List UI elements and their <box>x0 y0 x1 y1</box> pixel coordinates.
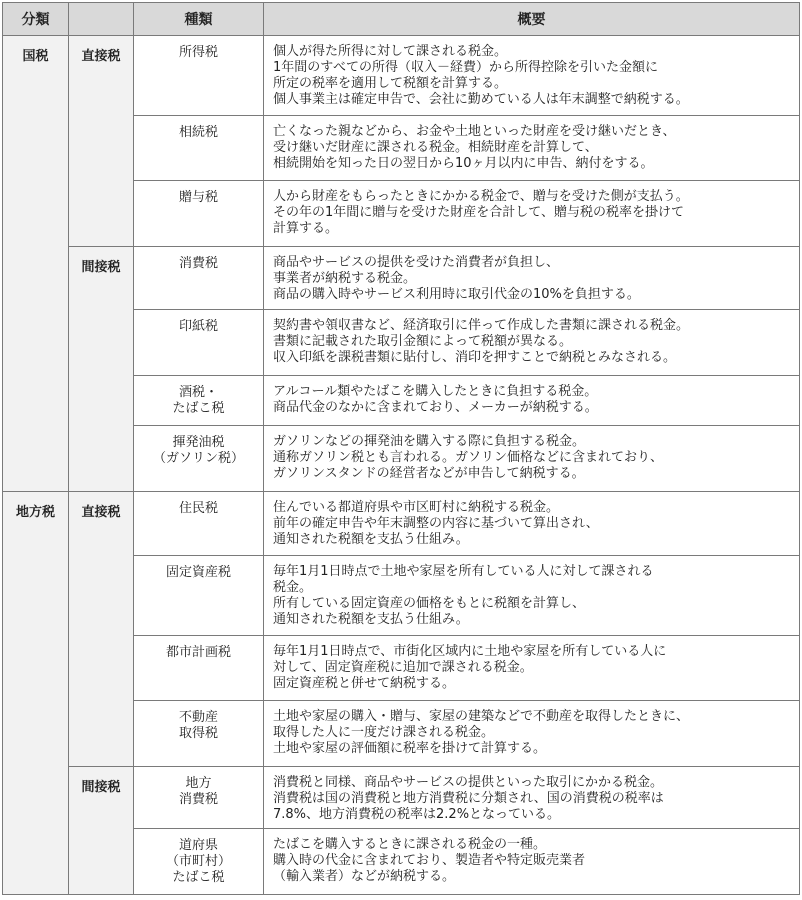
tax-type-cell: 贈与税 <box>134 181 264 247</box>
header-row <box>3 3 800 36</box>
summary-line: 相続開始を知った日の翌日から10ヶ月以内に申告、納付をする。 <box>273 156 654 171</box>
summary-line: 書類に記載された取引金額によって税額が異なる。 <box>273 334 573 349</box>
tax-type-cell: 不動産 取得税 <box>134 701 264 767</box>
summary-line: 商品の購入時やサービス利用時に取引代金の10%を負担する。 <box>273 287 640 302</box>
summary-line: 土地や家屋の評価額に税率を掛けて計算する。 <box>273 741 547 756</box>
category-cell: 地方税 <box>3 492 69 895</box>
header-summary: 概要 <box>264 3 800 36</box>
summary-line: たばこを購入するときに課される税金の一種。 <box>273 837 547 852</box>
summary-line: 毎年1月1日時点で土地や家屋を所有している人に対して課される <box>273 564 654 579</box>
summary-line: 通知された税額を支払う仕組み。 <box>273 612 469 627</box>
summary-line: 通称ガソリン税とも言われる。ガソリン価格などに含まれており、 <box>273 450 664 465</box>
tax-type-cell: 揮発油税 （ガソリン税） <box>134 426 264 492</box>
summary-line: 商品やサービスの提供を受けた消費者が負担し、 <box>273 255 560 270</box>
summary-cell <box>264 247 800 310</box>
summary-line: 税金。 <box>273 580 313 595</box>
summary-line: 収入印紙を課税書類に貼付し、消印を押すことで納税とみなされる。 <box>273 350 677 365</box>
table-row <box>3 247 800 310</box>
summary-line: 前年の確定申告や年末調整の内容に基づいて算出され、 <box>273 516 599 531</box>
summary-line: 7.8%、地方消費税の税率は2.2%となっている。 <box>273 807 561 822</box>
summary-line: 計算する。 <box>273 221 339 236</box>
summary-cell <box>264 829 800 895</box>
summary-line: ガソリンなどの揮発油を購入する際に負担する税金。 <box>273 434 586 449</box>
summary-line: 所有している固定資産の価格をもとに税額を計算し、 <box>273 596 586 611</box>
summary-cell <box>264 636 800 701</box>
tax-type-cell: 道府県 （市町村） たばこ税 <box>134 829 264 895</box>
summary-cell <box>264 767 800 829</box>
summary-line: 土地や家屋の購入・贈与、家屋の建築などで不動産を取得したときに、 <box>273 709 690 724</box>
tax-type-cell: 都市計画税 <box>134 636 264 701</box>
summary-line: 消費税と同様、商品やサービスの提供といった取引にかかる税金。 <box>273 775 664 790</box>
summary-line: ガソリンスタンドの経営者などが申告して納税する。 <box>273 466 585 481</box>
header-category: 分類 <box>3 3 69 36</box>
tax-table <box>2 2 800 895</box>
summary-line: 通知された税額を支払う仕組み。 <box>273 532 469 547</box>
summary-line: その年の1年間に贈与を受けた財産を合計して、贈与税の税率を掛けて <box>273 205 685 220</box>
summary-line: 住んでいる都道府県や市区町村に納税する税金。 <box>273 500 560 515</box>
summary-cell <box>264 701 800 767</box>
tax-type-cell: 相続税 <box>134 116 264 181</box>
tax-type-cell: 地方 消費税 <box>134 767 264 829</box>
summary-line: 取得した人に一度だけ課される税金。 <box>273 725 495 740</box>
summary-line: 固定資産税と併せて納税する。 <box>273 676 456 691</box>
summary-cell <box>264 426 800 492</box>
table-row <box>3 767 800 829</box>
summary-line: 対して、固定資産税に追加で課される税金。 <box>273 660 533 675</box>
subcategory-cell: 間接税 <box>69 767 134 895</box>
summary-cell <box>264 492 800 556</box>
header-category-spacer <box>69 3 134 36</box>
tax-type-cell: 印紙税 <box>134 310 264 376</box>
category-cell: 国税 <box>3 36 69 492</box>
summary-cell <box>264 36 800 116</box>
summary-line: アルコール類やたばこを購入したときに負担する税金。 <box>273 384 598 399</box>
summary-line: 亡くなった親などから、お金や土地といった財産を受け継いだとき、 <box>273 124 676 139</box>
subcategory-cell: 間接税 <box>69 247 134 492</box>
summary-cell <box>264 556 800 636</box>
summary-line: 人から財産をもらったときにかかる税金で、贈与を受けた側が支払う。 <box>273 189 689 204</box>
header-type: 種類 <box>134 3 264 36</box>
table-row <box>3 492 800 556</box>
summary-line: 購入時の代金に含まれており、製造者や特定販売業者 <box>273 853 586 868</box>
summary-line: 商品代金のなかに含まれており、メーカーが納税する。 <box>273 400 598 415</box>
summary-cell <box>264 116 800 181</box>
summary-cell <box>264 376 800 426</box>
tax-type-cell: 消費税 <box>134 247 264 310</box>
summary-line: 受け継いだ財産に課される税金。相続財産を計算して、 <box>273 140 598 155</box>
tax-type-cell: 酒税・ たばこ税 <box>134 376 264 426</box>
summary-cell <box>264 181 800 247</box>
subcategory-cell: 直接税 <box>69 492 134 767</box>
summary-line: 個人が得た所得に対して課される税金。 <box>273 44 508 59</box>
summary-cell <box>264 310 800 376</box>
tax-type-cell: 住民税 <box>134 492 264 556</box>
summary-line: 契約書や領収書など、経済取引に伴って作成した書類に課される税金。 <box>273 318 690 333</box>
tax-type-cell: 所得税 <box>134 36 264 116</box>
tax-type-cell: 固定資産税 <box>134 556 264 636</box>
summary-line: 消費税は国の消費税と地方消費税に分類され、国の消費税の税率は <box>273 791 664 806</box>
summary-line: 1年間のすべての所得（収入－経費）から所得控除を引いた金額に <box>273 60 659 75</box>
summary-line: 所定の税率を適用して税額を計算する。 <box>273 76 508 91</box>
summary-line: 事業者が納税する税金。 <box>273 271 417 286</box>
table-row <box>3 36 800 116</box>
summary-line: （輸入業者）などが納税する。 <box>273 869 456 884</box>
summary-line: 個人事業主は確定申告で、会社に勤めている人は年末調整で納税する。 <box>273 92 689 107</box>
summary-line: 毎年1月1日時点で、市街化区域内に土地や家屋を所有している人に <box>273 644 667 659</box>
subcategory-cell: 直接税 <box>69 36 134 247</box>
